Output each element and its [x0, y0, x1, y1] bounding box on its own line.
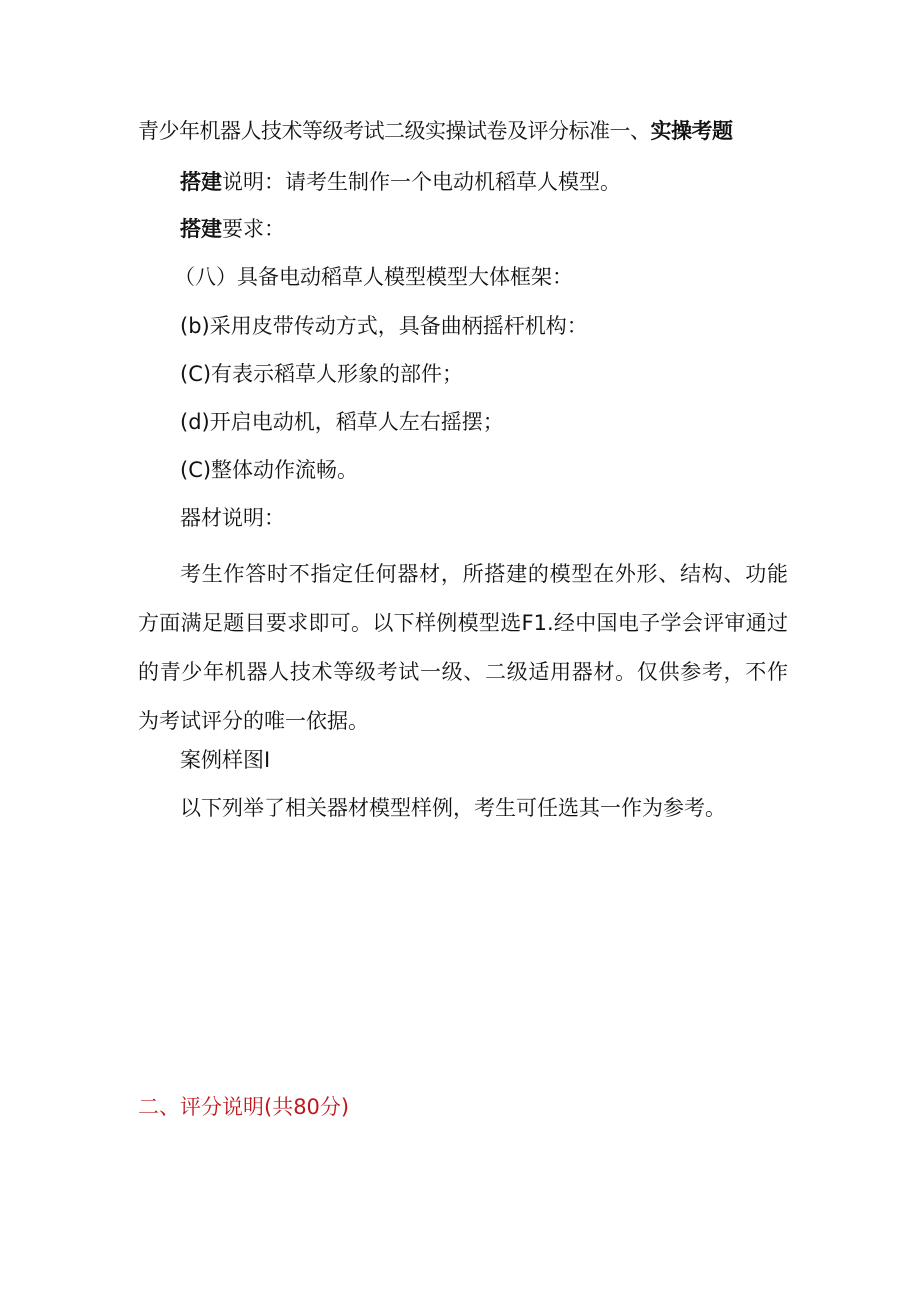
title-regular: 青少年机器人技术等级考试二级实操试卷及评分标准一、: [138, 119, 651, 143]
case-description: 以下列举了相关器材模型样例，考生可任选其一作为参考。: [180, 796, 726, 820]
case-label: 案例样图I: [180, 748, 271, 772]
title-bold: 实操考题: [650, 119, 733, 143]
materials-paragraph: 考生作答时不指定任何器材，所搭建的模型在外形、结构、功能方面满足题目要求即可。以下样例模型选F1.经中国电子学会评审通过的青少年机器人技术等级考试一级、二级适用器材。仅供参考，不作为考试评分的唯一依据。: [138, 562, 788, 733]
requirement-item: (C)有表示稻草人形象的部件；: [180, 362, 464, 386]
requirement-item: (C)整体动作流畅。: [180, 458, 359, 482]
build-description: [180, 167, 621, 197]
build-requirements-label-bold: 搭建: [180, 217, 222, 241]
section-2-heading: 二、评分说明(共80分): [138, 1095, 350, 1119]
build-description-text: 请考生制作一个电动机稻草人模型。: [285, 170, 621, 194]
document-title: [138, 116, 733, 146]
materials-label: 器材说明：: [180, 506, 285, 530]
requirement-item: （八）具备电动稻草人模型模型大体框架：: [174, 265, 573, 289]
build-description-label-rest: 说明：: [222, 170, 285, 194]
build-description-label-bold: 搭建: [180, 170, 222, 194]
requirement-item: (d)开启电动机，稻草人左右摇摆；: [180, 410, 504, 434]
build-requirements-label-rest: 要求：: [222, 217, 285, 241]
build-requirements-label: [180, 214, 285, 244]
requirement-item: (b)采用皮带传动方式，具备曲柄摇杆机构：: [180, 314, 588, 338]
